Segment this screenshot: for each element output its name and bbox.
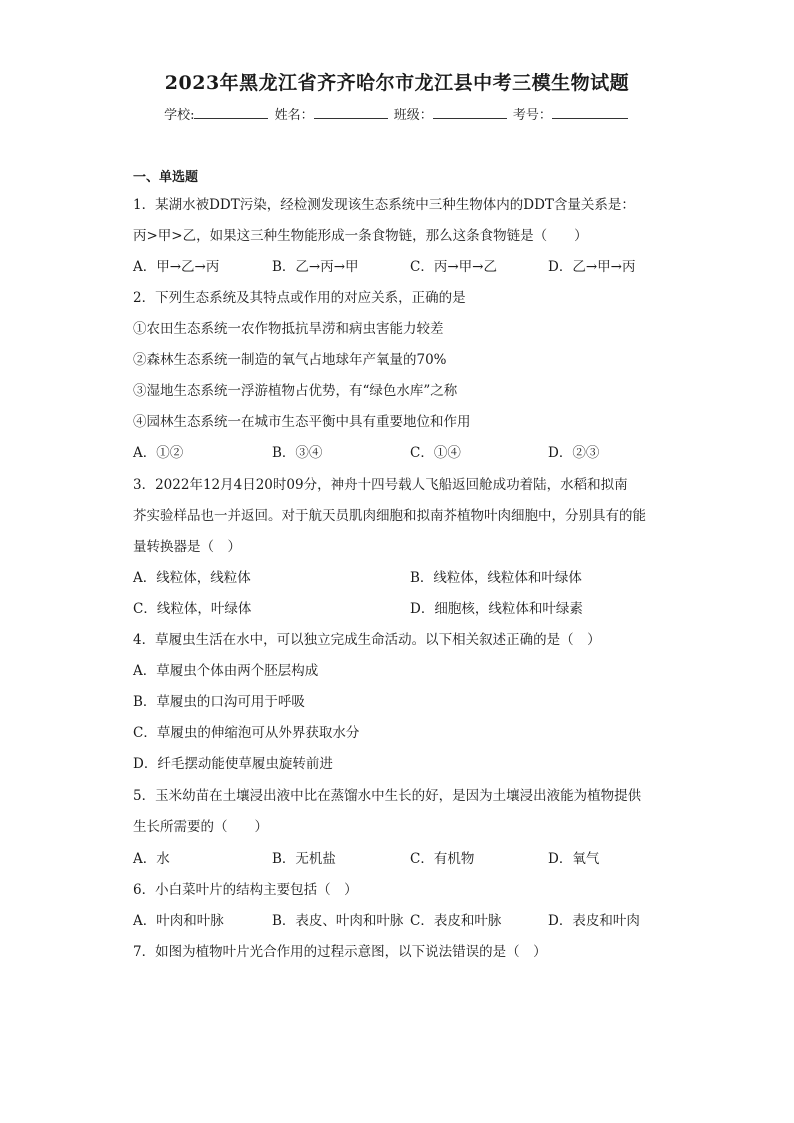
question-3-option-d: D．细胞核，线粒体和叶绿素 bbox=[410, 601, 583, 617]
question-6-option-d: D．表皮和叶肉 bbox=[548, 913, 640, 929]
question-5-option-d: D．氧气 bbox=[548, 851, 600, 867]
question-2-statement-4: ④园林生态系统一在城市生态平衡中具有重要地位和作用 bbox=[133, 414, 471, 430]
question-1-option-c: C．丙→甲→乙 bbox=[410, 259, 497, 275]
question-2-option-d: D．②③ bbox=[548, 445, 600, 461]
question-6-option-b: B．表皮、叶肉和叶脉 bbox=[272, 913, 404, 929]
question-5-option-c: C．有机物 bbox=[410, 851, 475, 867]
question-1-line-1: 1．某湖水被DDT污染，经检测发现该生态系统中三种生物体内的DDT含量关系是： bbox=[133, 197, 635, 213]
class-label: 班级： bbox=[393, 108, 433, 123]
student-info-row bbox=[0, 104, 794, 123]
question-2-statement-2: ②森林生态系统一制造的氧气占地球年产氧量的70% bbox=[133, 352, 447, 368]
question-2-option-a: A．①② bbox=[133, 445, 184, 461]
question-4-option-c: C．草履虫的伸缩泡可从外界获取水分 bbox=[133, 725, 360, 741]
question-2-statement-1: ①农田生态系统一农作物抵抗旱涝和病虫害能力较差 bbox=[133, 321, 444, 337]
question-1-option-a: A．甲→乙→丙 bbox=[133, 259, 220, 275]
question-7-line-1: 7．如图为植物叶片光合作用的过程示意图，以下说法错误的是（ ） bbox=[133, 944, 547, 960]
school-blank[interactable] bbox=[194, 106, 268, 119]
question-3-line-3: 量转换器是（ ） bbox=[133, 539, 241, 555]
question-4-line-1: 4．草履虫生活在水中，可以独立完成生命活动。以下相关叙述正确的是（ ） bbox=[133, 632, 601, 648]
question-4-option-a: A．草履虫个体由两个胚层构成 bbox=[133, 663, 319, 679]
question-3-line-1: 3．2022年12月4日20时09分，神舟十四号载人飞船返回舱成功着陆，水稻和拟南 bbox=[133, 477, 628, 493]
question-5-option-a: A．水 bbox=[133, 851, 170, 867]
question-6-option-a: A．叶肉和叶脉 bbox=[133, 913, 224, 929]
page-title: 2023年黑龙江省齐齐哈尔市龙江县中考三模生物试题 bbox=[164, 72, 630, 94]
question-1-option-b: B．乙→丙→甲 bbox=[272, 259, 359, 275]
name-blank[interactable] bbox=[314, 106, 388, 119]
question-6-option-c: C．表皮和叶脉 bbox=[410, 913, 502, 929]
number-label: 考号： bbox=[512, 108, 552, 123]
question-3-option-a: A．线粒体，线粒体 bbox=[133, 570, 251, 586]
section-heading: 一、单选题 bbox=[133, 170, 199, 185]
number-blank[interactable] bbox=[552, 106, 628, 119]
school-label: 学校: bbox=[164, 108, 195, 123]
question-4-option-d: D．纤毛摆动能使草履虫旋转前进 bbox=[133, 756, 333, 772]
question-3-line-2: 芥实验样品也一并返回。对于航天员肌肉细胞和拟南芥植物叶肉细胞中，分别具有的能 bbox=[133, 508, 646, 524]
question-5-line-1: 5．玉米幼苗在土壤浸出液中比在蒸馏水中生长的好，是因为土壤浸出液能为植物提供 bbox=[133, 788, 642, 804]
question-3-option-c: C．线粒体，叶绿体 bbox=[133, 601, 252, 617]
question-5-line-2: 生长所需要的（ ） bbox=[133, 819, 268, 835]
question-5-option-b: B．无机盐 bbox=[272, 851, 336, 867]
class-blank[interactable] bbox=[433, 106, 507, 119]
question-2-option-c: C．①④ bbox=[410, 445, 461, 461]
question-1-option-d: D．乙→甲→丙 bbox=[548, 259, 636, 275]
name-label: 姓名： bbox=[274, 108, 314, 123]
question-2-option-b: B．③④ bbox=[272, 445, 323, 461]
question-6-line-1: 6．小白菜叶片的结构主要包括（ ） bbox=[133, 882, 358, 898]
question-2-statement-3: ③湿地生态系统一浮游植物占优势，有“绿色水库”之称 bbox=[133, 383, 458, 399]
question-2-line-1: 2．下列生态系统及其特点或作用的对应关系，正确的是 bbox=[133, 290, 466, 306]
question-4-option-b: B．草履虫的口沟可用于呼吸 bbox=[133, 694, 305, 710]
question-1-line-2: 丙>甲>乙，如果这三种生物能形成一条食物链，那么这条食物链是（ ） bbox=[133, 228, 588, 244]
question-3-option-b: B．线粒体，线粒体和叶绿体 bbox=[410, 570, 582, 586]
